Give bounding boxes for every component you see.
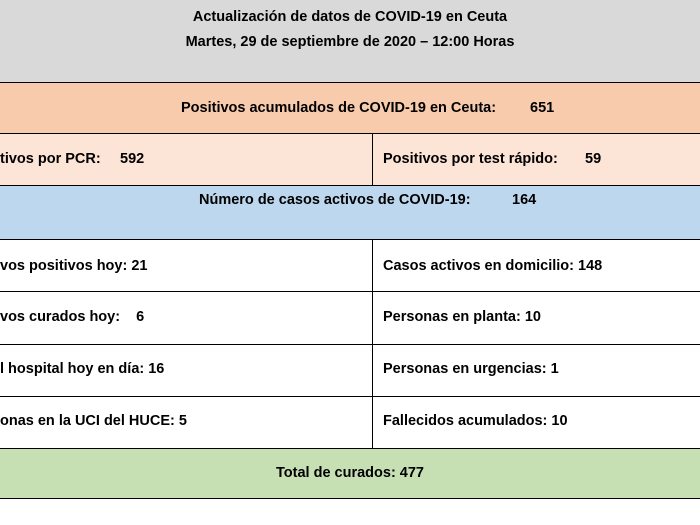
- column-divider: [372, 134, 373, 185]
- detail-left: l hospital hoy en día: 16: [0, 361, 165, 377]
- total-curados-label: Total de curados: 477: [276, 465, 424, 481]
- pcr-value: 592: [120, 151, 145, 167]
- pcr-test-row: [0, 133, 700, 185]
- detail-row: [0, 396, 700, 448]
- casos-activos-value: 164: [512, 192, 537, 208]
- column-divider: [372, 345, 373, 396]
- casos-activos-row: [0, 185, 700, 239]
- detail-row: [0, 344, 700, 396]
- detail-left: vos curados hoy: 6: [0, 309, 145, 325]
- header-date: Martes, 29 de septiembre de 2020 – 12:00 Horas: [185, 34, 515, 50]
- column-divider: [372, 240, 373, 291]
- detail-left: onas en la UCI del HUCE: 5: [0, 413, 187, 429]
- casos-activos-label: Número de casos activos de COVID-19:: [199, 192, 471, 208]
- pcr-label: tivos por PCR:: [0, 151, 101, 167]
- header-row: [0, 0, 700, 82]
- detail-right: Fallecidos acumulados: 10: [383, 413, 568, 429]
- detail-row: [0, 291, 700, 344]
- test-rapido-label: Positivos por test rápido:: [383, 151, 558, 167]
- positivos-acumulados-row: [0, 82, 700, 133]
- column-divider: [372, 292, 373, 344]
- test-rapido-value: 59: [585, 151, 602, 167]
- positivos-acumulados-value: 651: [530, 100, 555, 116]
- header-title: Actualización de datos de COVID-19 en Ceuta: [192, 9, 508, 25]
- column-divider: [372, 397, 373, 448]
- detail-left: vos positivos hoy: 21: [0, 258, 148, 274]
- detail-right: Personas en planta: 10: [383, 309, 541, 325]
- detail-row: [0, 239, 700, 291]
- detail-right: Casos activos en domicilio: 148: [383, 258, 603, 274]
- total-curados-row: [0, 448, 700, 499]
- positivos-acumulados-label: Positivos acumulados de COVID-19 en Ceuta:: [181, 100, 497, 116]
- detail-right: Personas en urgencias: 1: [383, 361, 559, 377]
